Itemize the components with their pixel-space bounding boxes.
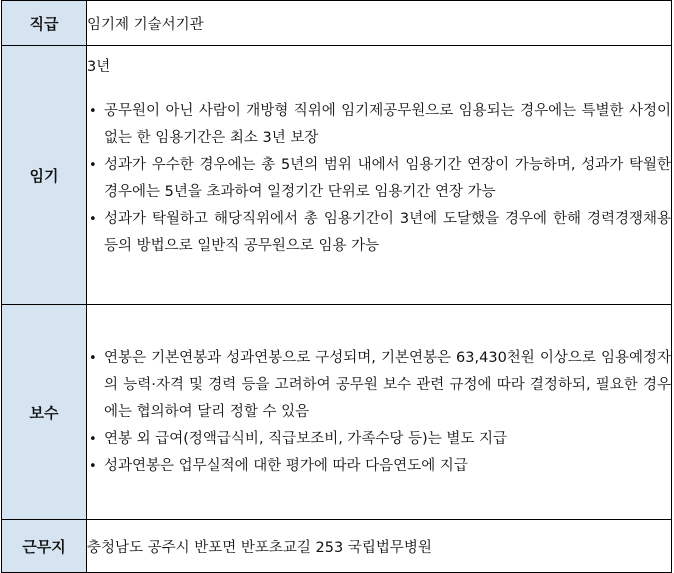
pay-bullet-text: 연봉은 기본연봉과 성과연봉으로 구성되며, 기본연봉은 63,430천원 이상으로 임용예정자의 능력·자격 및 경력 등을 고려하여 공무원 보수 관련 규정에 따라 결정하되, 필요한 경우에는 협의하여 달리 정할 수 있음 <box>104 349 671 420</box>
bullet-icon: • <box>89 212 97 227</box>
list-item <box>87 453 671 480</box>
list-item <box>87 98 671 152</box>
term-bullet-list <box>87 98 671 260</box>
grade-value: 임기제 기술서기관 <box>87 1 672 46</box>
term-bullet-text: 성과가 탁월하고 해당직위에서 총 임용기간이 3년에 도달했을 경우에 한해 경력경쟁채용 등의 방법으로 일반직 공무원으로 임용 가능 <box>104 211 671 254</box>
term-content <box>87 46 672 305</box>
bullet-icon: • <box>89 158 97 173</box>
bullet-icon: • <box>89 458 97 474</box>
list-item <box>87 426 671 453</box>
bullet-icon: • <box>89 431 97 447</box>
term-label: 임기 <box>2 46 87 305</box>
workplace-value: 충청남도 공주시 반포면 반포초교길 253 국립법무병원 <box>87 520 672 573</box>
pay-bullet-text: 성과연봉은 업무실적에 대한 평가에 따라 다음연도에 지급 <box>104 457 468 474</box>
grade-label: 직급 <box>2 1 87 46</box>
job-info-table <box>1 0 672 573</box>
term-bullet-text: 공무원이 아닌 사람이 개방형 직위에 임기제공무원으로 임용되는 경우에는 특별한 사정이 없는 한 임용기간은 최소 3년 보장 <box>104 103 671 146</box>
workplace-label: 근무지 <box>2 520 87 573</box>
pay-content <box>87 305 672 520</box>
term-bullet-text: 성과가 우수한 경우에는 총 5년의 범위 내에서 임용기간 연장이 가능하며, 성과가 탁월한 경우에는 5년을 초과하여 일정기간 단위로 임용기간 연장 가능 <box>104 157 671 200</box>
row-pay <box>2 305 672 520</box>
list-item <box>87 345 671 426</box>
pay-label: 보수 <box>2 305 87 520</box>
bullet-icon: • <box>89 104 97 119</box>
term-lead: 3년 <box>87 59 111 75</box>
pay-bullet-list <box>87 345 671 480</box>
row-workplace <box>2 520 672 573</box>
pay-bullet-text: 연봉 외 급여(정액급식비, 직급보조비, 가족수당 등)는 별도 지급 <box>104 430 507 447</box>
row-term <box>2 46 672 305</box>
row-grade <box>2 1 672 46</box>
list-item <box>87 152 671 206</box>
bullet-icon: • <box>89 350 97 366</box>
list-item <box>87 206 671 260</box>
